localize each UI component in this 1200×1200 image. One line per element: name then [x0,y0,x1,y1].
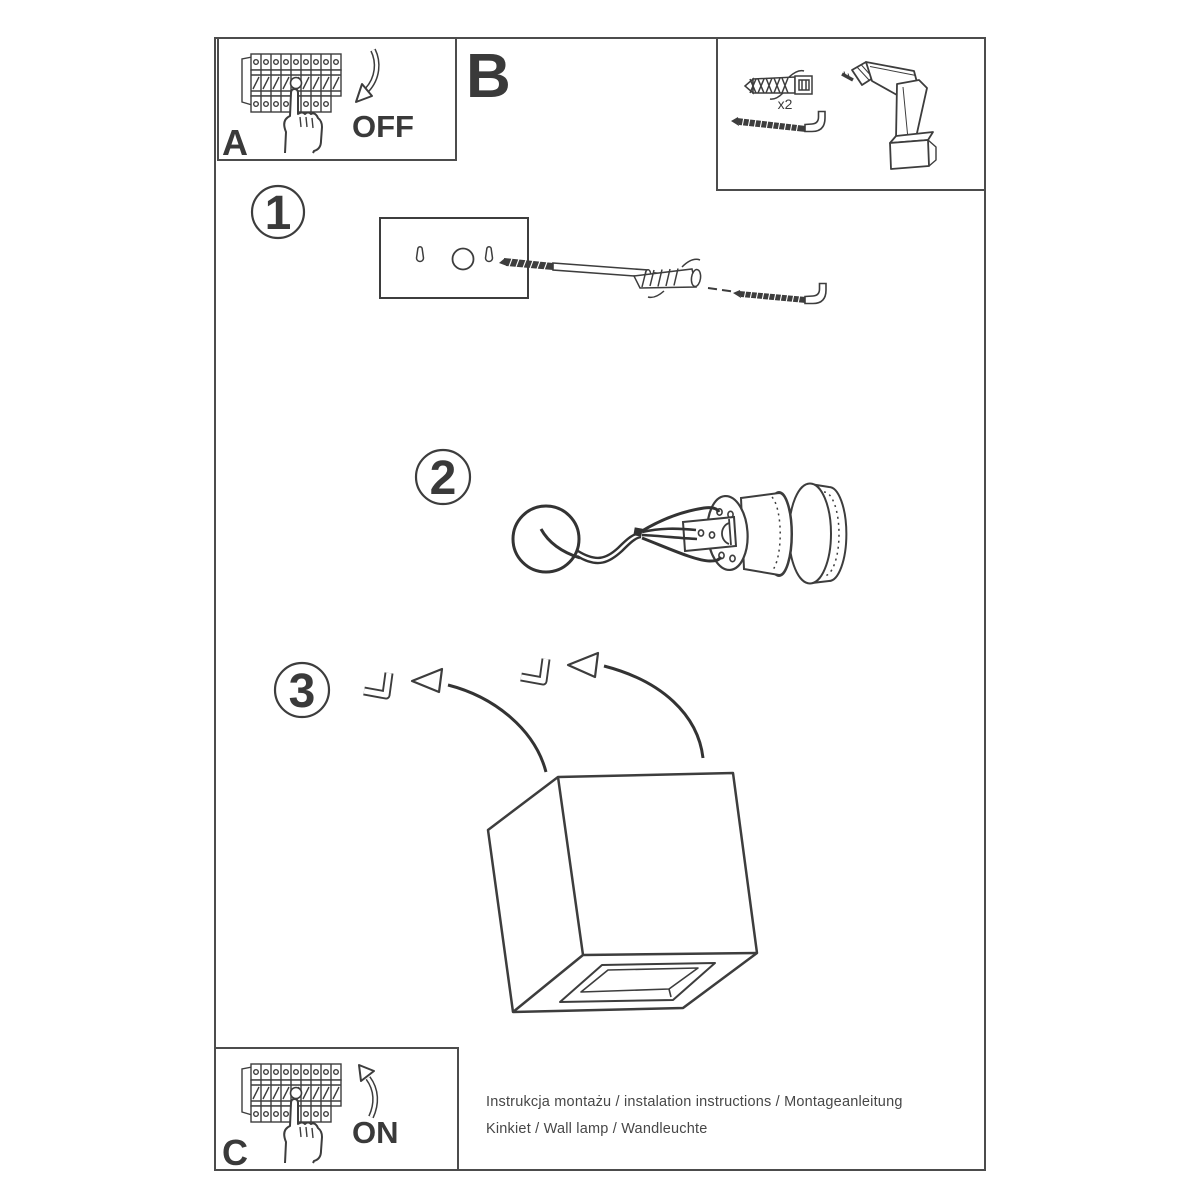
keyhole-slot-right [486,247,493,262]
tools-box [731,62,936,169]
wall-plug-icon [745,71,812,100]
assembly-dash-2 [708,288,731,291]
step-1-group [252,186,826,304]
step-2-group [416,450,846,584]
wall-plug [634,259,702,297]
on-label: ON [352,1115,399,1150]
hook-screw [733,284,826,304]
swing-arrow-right-shaft [604,666,703,758]
mounting-hole [453,249,474,270]
section-b-label: B [466,42,511,111]
off-arrow-icon [356,50,377,102]
keyhole-slot-left [417,247,424,262]
swing-arrow-left-shaft [448,685,546,772]
breaker-toggle [291,78,302,89]
wire-coil [513,506,579,572]
step-2-number: 2 [429,452,457,505]
wires [513,506,721,572]
step-3-group [275,653,757,1012]
on-arrow-icon [359,1065,375,1117]
panel-c-label: C [222,1132,248,1173]
footer-line-1: Instrukcja montażu / instalation instructions / Montageanleitung [486,1094,903,1110]
swing-arrow-right-head [568,653,598,677]
hook-right-icon [521,659,546,681]
step-3-number: 3 [288,665,316,718]
anchor-quantity-label: x2 [777,96,793,112]
circuit-breaker [242,54,341,153]
swing-arrow-left-head [412,669,442,692]
lamp-cube [488,773,757,1012]
drill-icon [842,62,936,169]
terminal-block [683,517,736,551]
footer-line-2: Kinkiet / Wall lamp / Wandleuchte [486,1121,708,1137]
panel-a-label: A [222,122,248,163]
tools-box-border [717,38,985,190]
circuit-breaker-on [242,1064,341,1163]
step-1-number: 1 [264,187,292,240]
off-label: OFF [352,109,414,144]
hook-left-icon [364,673,389,695]
hook-screw-icon [731,112,825,134]
footer-caption [486,1089,903,1143]
